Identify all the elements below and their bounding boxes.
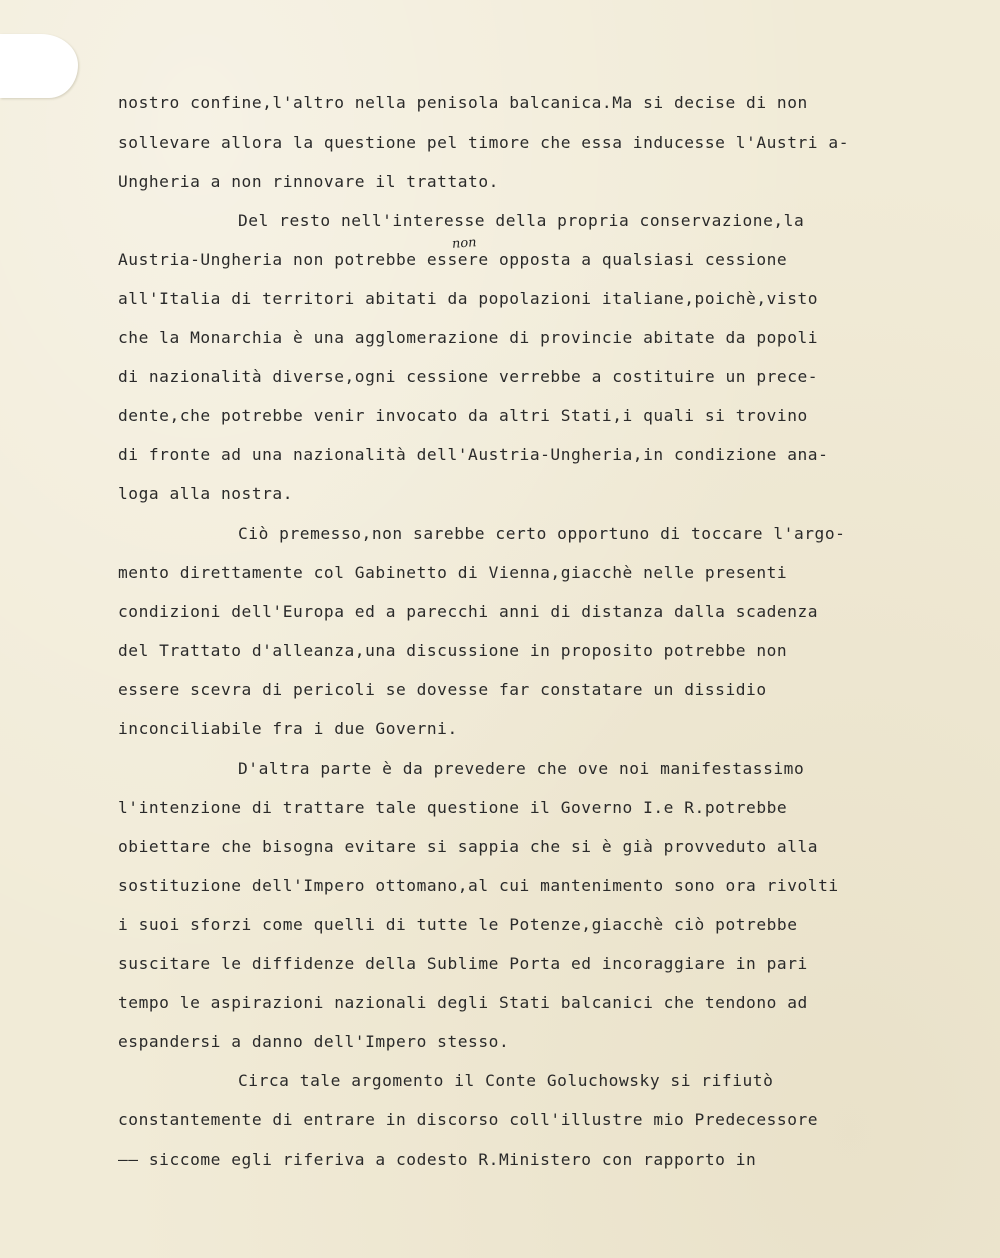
text-line: tempo le aspirazioni nazionali degli Stati balcanici che tendono ad	[118, 993, 808, 1012]
text-line: Austria-Ungheria non potrebbe essere opposta a qualsiasi cessione	[118, 250, 788, 269]
text-line: condizioni dell'Europa ed a parecchi anni di distanza dalla scadenza	[118, 602, 819, 621]
text-line: Circa tale argomento il Conte Goluchowsky si rifiutò	[238, 1071, 774, 1090]
text-line: Del resto nell'interesse della propria conservazione,la	[238, 211, 805, 230]
text-line: inconciliabile fra i due Governi.	[118, 719, 458, 738]
text-line: che la Monarchia è una agglomerazione di provincie abitate da popoli	[118, 328, 819, 347]
text-line: dente,che potrebbe venir invocato da altri Stati,i quali si trovino	[118, 406, 808, 425]
text-line: —— siccome egli riferiva a codesto R.Ministero con rapporto in	[118, 1150, 757, 1169]
text-line: l'intenzione di trattare tale questione il Governo I.e R.potrebbe	[118, 798, 788, 817]
text-line: essere scevra di pericoli se dovesse far constatare un dissidio	[118, 680, 767, 699]
text-line: Ungheria a non rinnovare il trattato.	[118, 172, 499, 191]
text-line: loga alla nostra.	[118, 484, 294, 503]
text-line: D'altra parte è da prevedere che ove noi manifestassimo	[238, 759, 805, 778]
text-line: i suoi sforzi come quelli di tutte le Potenze,giacchè ciò potrebbe	[118, 915, 798, 934]
text-line: obiettare che bisogna evitare si sappia che si è già provveduto alla	[118, 837, 819, 856]
text-line: mento direttamente col Gabinetto di Vienna,giacchè nelle presenti	[118, 563, 788, 582]
text-line: all'Italia di territori abitati da popolazioni italiane,poichè,visto	[118, 289, 819, 308]
text-line: sollevare allora la questione pel timore che essa inducesse l'Austri a-	[118, 133, 849, 152]
text-line: del Trattato d'alleanza,una discussione in proposito potrebbe non	[118, 641, 788, 660]
torn-corner	[0, 34, 78, 98]
text-line: suscitare le diffidenze della Sublime Porta ed incoraggiare in pari	[118, 954, 808, 973]
text-line: espandersi a danno dell'Impero stesso.	[118, 1032, 510, 1051]
text-line: di fronte ad una nazionalità dell'Austria-Ungheria,in condizione ana-	[118, 445, 829, 464]
text-line: Ciò premesso,non sarebbe certo opportuno di toccare l'argo-	[238, 524, 846, 543]
handwritten-insertion: non	[451, 235, 478, 252]
text-line: sostituzione dell'Impero ottomano,al cui mantenimento sono ora rivolti	[118, 876, 839, 895]
text-line: di nazionalità diverse,ogni cessione verrebbe a costituire un prece-	[118, 367, 819, 386]
text-line: constantemente di entrare in discorso coll'illustre mio Predecessore	[118, 1110, 819, 1129]
text-line: nostro confine,l'altro nella penisola balcanica.Ma si decise di non	[118, 93, 808, 112]
